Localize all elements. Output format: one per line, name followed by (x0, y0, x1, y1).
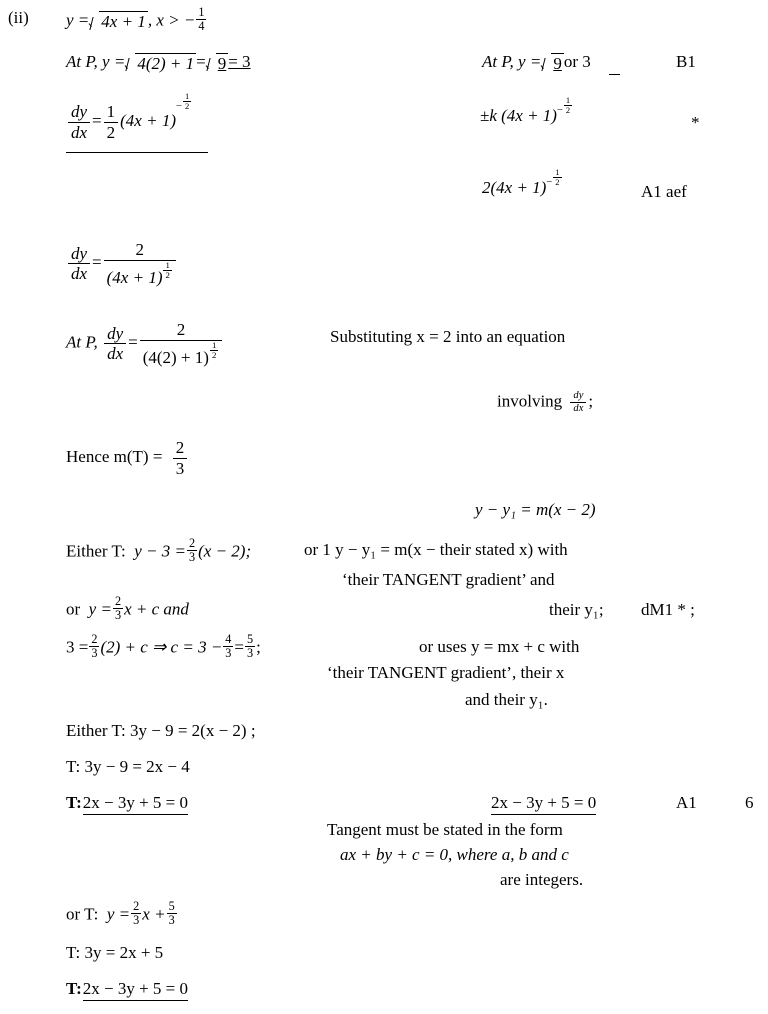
fraction-five-thirds: $\frac{5}{3}$ (247, 632, 254, 660)
gradient-line (66, 438, 189, 478)
either-tangent-line (66, 537, 251, 564)
or1-note-line-1: or 1 y − y₁ = m(x − their stated x) with (304, 540, 568, 559)
alt-equation: y = (106, 904, 131, 924)
sqrt-radicand: 9 (217, 53, 227, 73)
result-fraction: 2 (4(2) + 1) $\frac{1}{2}$ (140, 320, 223, 367)
bracket-base: (4x + 1) (120, 110, 176, 130)
either-equation: y − 3 = (134, 541, 186, 561)
question-domain: , x > − (147, 10, 196, 30)
or1-note-line-2: ‘their TANGENT gradient’ and (342, 570, 555, 589)
work-line-1: Either T: 3y − 9 = 2(x − 2) ; (66, 721, 256, 740)
or-uses-line-1: or uses y = mx + c with (419, 637, 580, 656)
denominator-exponent: $\frac{1}{2}$ (211, 339, 217, 360)
sqrt-radicand: 9 (553, 53, 562, 73)
right-at-p-prefix: At P, y = (482, 52, 542, 71)
sqrt-radicand: 4(2) + 1 (137, 53, 195, 73)
tangent-note-line-2: ax + by + c = 0, where a, b and c (340, 845, 569, 864)
fraction-two-thirds: $\frac{2}{3}$ (133, 899, 140, 927)
sqrt-symbol (125, 53, 196, 74)
either-tail: (x − 2); (198, 541, 252, 561)
equals-sign: = (128, 332, 138, 352)
or-prefix: or (66, 599, 81, 619)
left-answer-line: T:2x − 3y + 5 = 0 (66, 793, 188, 815)
point-gradient-form: y − y₁ = m(x − 2) (475, 500, 596, 519)
tangent-note-line-1: Tangent must be stated in the form (327, 820, 563, 839)
alt-tangent-line (66, 900, 178, 927)
mark-total: 6 (745, 793, 754, 812)
right-at-p-mark (482, 52, 591, 74)
equals-sign: = (92, 252, 102, 272)
sqrt-symbol (541, 53, 564, 74)
right-at-p-tail: or 3 (563, 52, 591, 71)
pm-k-line (480, 95, 573, 128)
dy-dx-fraction: $\frac{dy}{dx}$ (68, 102, 90, 142)
or-tail: x + c and (124, 599, 189, 619)
question-statement (66, 6, 207, 33)
pm-k-expression: ±k (4x + 1) (480, 106, 557, 125)
denominator-exponent: $\frac{1}{2}$ (165, 259, 170, 280)
gradient-text: Hence m(T) = (66, 446, 163, 466)
dy-dx-fraction: $\frac{dy}{dx}$ (104, 324, 126, 364)
exponent-fraction: $\frac{1}{2}$ (184, 91, 190, 111)
fraction-five-thirds: $\frac{5}{3}$ (168, 899, 175, 927)
at-p-prefix: At P, (66, 332, 98, 352)
two-times-line (482, 167, 563, 200)
sqrt-symbol (206, 53, 229, 74)
result-fraction: 2 (4x + 1) $\frac{1}{2}$ (104, 240, 176, 287)
underline-mark-3 (609, 74, 620, 75)
exponent-group: − $\frac{1}{2}$ (546, 167, 560, 188)
solve-end: ; (256, 637, 261, 657)
domain-fraction: $\frac{1}{4}$ (198, 5, 205, 33)
right-final-answer: 2x − 3y + 5 = 0 (491, 793, 596, 815)
two-expression: 2(4x + 1) (482, 178, 547, 197)
mark-b1: B1 (676, 52, 696, 71)
two-thirds-fraction: $\frac{2}{3}$ (114, 594, 122, 622)
or-uses-line-3: and their y₁. (465, 690, 548, 709)
derivative-line-1 (66, 91, 192, 142)
alt-answer-equation: 2x − 3y + 5 = 0 (83, 979, 188, 1001)
solve-mid: (2) + c ⇒ c = 3 − (100, 637, 223, 657)
exponent-fraction: $\frac{1}{2}$ (555, 167, 560, 187)
fraction-four-thirds: $\frac{4}{3}$ (225, 632, 232, 660)
equals-sign: = (92, 110, 102, 130)
solve-c-line (66, 633, 261, 660)
alt-mid: x + (142, 904, 166, 924)
solve-start: 3 = (66, 637, 89, 657)
question-function: y = (66, 10, 90, 30)
sqrt-symbol (89, 11, 148, 32)
at-p-result: = 3 (228, 52, 251, 71)
two-thirds-fraction: $\frac{2}{3}$ (189, 536, 196, 564)
either-prefix: Either T: (66, 541, 126, 561)
part-label: (ii) (8, 8, 29, 27)
sqrt-radicand: 4x + 1 (101, 12, 146, 32)
involving-note: involving $\frac{dy}{dx}$ ; (497, 390, 594, 415)
gradient-fraction: $\frac{2}{3}$ (173, 438, 188, 478)
mark-a1-aef: A1 aef (641, 182, 687, 201)
tangent-note-line-3: are integers. (500, 870, 584, 889)
mark-asterisk: * (691, 113, 700, 132)
substituting-note: Substituting x = 2 into an equation (330, 327, 566, 346)
mark-a1: A1 (676, 793, 697, 812)
fraction-two-thirds: $\frac{2}{3}$ (91, 632, 98, 660)
dy-dx-fraction: $\frac{dy}{dx}$ (68, 244, 90, 284)
work-line-2: T: 3y − 9 = 2x − 4 (66, 757, 190, 776)
or-equation: y = (88, 599, 112, 619)
left-at-p-line (66, 52, 251, 74)
alt-answer-line: T:2x − 3y + 5 = 0 (66, 979, 188, 1001)
at-p-prefix: At P, y = (66, 52, 126, 71)
or-uses-line-2: ‘their TANGENT gradient’, their x (327, 663, 565, 682)
one-half-fraction: $\frac{1}{2}$ (104, 102, 119, 142)
derivative-line-2 (66, 240, 178, 287)
equals-sign: = (196, 52, 206, 71)
exponent-group: − $\frac{1}{2}$ (556, 95, 571, 116)
at-p-derivative-line (66, 320, 224, 367)
exponent-fraction: $\frac{1}{2}$ (565, 95, 571, 115)
dy-dx-fraction-small: $\frac{dy}{dx}$ (570, 390, 586, 415)
solve-equals: = (234, 637, 245, 657)
or1-note-line-3: their y₁; (549, 600, 604, 619)
left-answer-equation: 2x − 3y + 5 = 0 (83, 793, 188, 815)
mark-dm1: dM1 * ; (641, 600, 695, 619)
exponent-group: − $\frac{1}{2}$ (175, 91, 190, 112)
alt-work-line: T: 3y = 2x + 5 (66, 943, 164, 962)
alt-prefix: or T: (66, 904, 99, 924)
underline-mark (66, 152, 208, 153)
or-tangent-line (66, 595, 189, 622)
